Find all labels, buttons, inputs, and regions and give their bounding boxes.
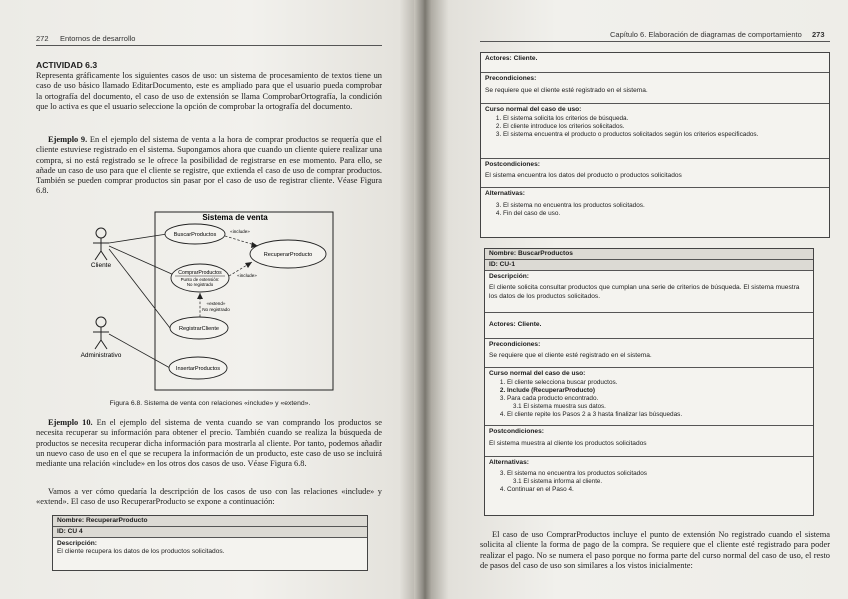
recuperar-desc-row [53, 538, 367, 559]
recuperar-desc-label: Descripción: [57, 540, 97, 547]
t2-alt-step: 4. Continuar en el Paso 4. [507, 486, 809, 494]
t1-pre-row [481, 73, 829, 104]
example10-lead: Ejemplo 10. [48, 418, 93, 427]
example9-block [36, 135, 382, 197]
t1-flow-step: 1. El sistema solicita los criterios de búsqueda. [503, 115, 825, 123]
t2-pre-row [485, 339, 813, 368]
actor-admin-label: Administrativo [80, 352, 122, 359]
t2-flow-step: 1. El cliente selecciona buscar productos. [507, 379, 809, 387]
t2-post: El sistema muestra al cliente los productos solicitados [489, 440, 647, 448]
t2-flow-step [507, 395, 809, 411]
left-page [0, 0, 416, 599]
recuperar-id: ID: CU 4 [57, 528, 83, 535]
book-gutter [414, 0, 434, 599]
associations [109, 234, 174, 368]
system-title: Sistema de venta [202, 213, 268, 222]
t2-alt-row [485, 457, 813, 505]
left-page-number: 272 [36, 34, 49, 43]
example9-lead: Ejemplo 9. [48, 135, 88, 144]
recuperar-table [52, 515, 368, 571]
t1-post: El sistema encuentra los datos del producto o productos solicitados [485, 172, 682, 180]
t2-actors-row [485, 313, 813, 339]
recuperar-id-row [53, 527, 367, 538]
uc-registrar-label: RegistrarCliente [178, 326, 220, 332]
t1-flow-label: Curso normal del caso de uso: [485, 106, 582, 113]
right-header-rule [480, 41, 830, 42]
t2-alt-step [507, 470, 809, 486]
usecase-table-2 [484, 248, 814, 516]
t1-post-label: Postcondiciones: [485, 161, 540, 168]
left-header-rule [36, 45, 382, 46]
uc-recuperar-label: RecuperarProducto [263, 252, 313, 258]
t2-pre: Se requiere que el cliente esté registrado en el sistema. [489, 352, 652, 360]
t2-flow-step: 4. El cliente repite los Pasos 2 a 3 hasta finalizar las búsquedas. [507, 411, 809, 419]
recuperar-desc: El cliente recupera los datos de los productos solicitados. [57, 548, 225, 556]
right-closing-text: El caso de uso ComprarProductos incluye el punto de extensión No registrado cuando el sistema solicita al cliente la forma de pago de la compra. Se requiere que el cliente esté registrado para poder realizar el pago. No se numera el paso porque no forma parte del curso normal del caso de uso, el resto de pasos del caso de uso son similares a los vistos inicialmente: [480, 530, 830, 570]
t1-alt-step: 4. Fin del caso de uso. [503, 210, 825, 218]
t2-post-row [485, 426, 813, 457]
t2-alt-label: Alternativas: [489, 459, 529, 466]
t2-alt-substep: 3.1 El sistema informa al cliente. [513, 478, 603, 486]
recuperar-name-row [53, 516, 367, 527]
recuperar-name: Nombre: RecuperarProducto [57, 517, 148, 524]
t2-flow-step: 2. Include (RecuperarProducto) [507, 387, 809, 395]
t2-flow-list [489, 379, 809, 419]
t1-alt-step: 3. El sistema no encuentra los productos solicitados. [503, 202, 825, 210]
t1-flow-list [485, 115, 825, 139]
use-case-diagram [80, 206, 340, 394]
t1-pre-label: Precondiciones: [485, 75, 537, 82]
actor-cliente [93, 228, 109, 260]
rel-include-1: «include» [230, 229, 250, 234]
t1-flow-step: 3. El sistema encuentra el producto o productos solicitados según los criterios especificados. [503, 131, 825, 139]
t2-desc: El cliente solicita consultar productos que cumplan una serie de criterios de búsqueda. El sistema muestra los datos de los productos solicitados. [489, 284, 800, 300]
t1-actors: Actores: Cliente. [485, 55, 538, 62]
rel-extend-2: No registrado [202, 307, 230, 312]
t2-desc-row [485, 271, 813, 313]
actor-administrativo [93, 317, 109, 349]
t2-alt-list [489, 470, 809, 494]
right-running-head: Capítulo 6. Elaboración de diagramas de comportamiento [610, 30, 802, 39]
t1-alt-row [481, 188, 829, 237]
t1-alt-label: Alternativas: [485, 190, 525, 197]
t2-desc-label: Descripción: [489, 273, 529, 280]
uc-comprar-label: ComprarProductos [178, 270, 222, 276]
t2-flow-row [485, 368, 813, 426]
t2-post-label: Postcondiciones: [489, 428, 544, 435]
activity-block [36, 71, 382, 112]
t1-alt-list [485, 202, 825, 218]
t2-flow-step-text: Para cada producto encontrado. [507, 395, 599, 403]
t1-actors-row [481, 53, 829, 73]
t2-pre-label: Precondiciones: [489, 341, 541, 348]
activity-text: Representa gráficamente los siguientes casos de uso: un sistema de procesamiento de textos tiene un caso de uso básico llamado EditarDocumento, este es ampliado para que el usuario pueda comprobar la ortografía del documento, el caso de uso de extensión se llama ComprobarOrtografía, la condición que lo activa es que el usuario seleccione la opción de comprobar la ortografía del documento. [36, 71, 382, 111]
example9-text: En el ejemplo del sistema de venta a la hora de comprar productos se requería que el cliente estuviese registrado en el sistema. Supongamos ahora que cuando un cliente quiere realizar una compra, si no está registrado se le ofrece la posibilidad de registrarse en ese momento. Para ello, se añade un caso de uso para que el cliente se registre, que extienda el caso de uso de comprar productos. También se pueden comprar productos sin pasar por el caso de uso de registrar cliente. Véase Figura 6.8. [36, 135, 383, 196]
example10-block [36, 418, 382, 469]
t1-flow-step: 2. El cliente introduce los criterios solicitados. [503, 123, 825, 131]
left-running-head: Entornos de desarrollo [60, 34, 136, 43]
t2-id: ID: CU-1 [489, 261, 516, 268]
t2-name: Nombre: BuscarProductos [489, 250, 573, 257]
figure-caption: Figura 6.8. Sistema de venta con relaciones «include» y «extend». [109, 400, 311, 407]
right-closing-block [480, 530, 830, 571]
usecase-table-1 [480, 52, 830, 238]
uc-comprar-ext2: No registrado [186, 282, 214, 287]
t2-alt-step-text: El sistema no encuentra los productos solicitados [507, 470, 647, 478]
activity-title: ACTIVIDAD 6.3 [36, 60, 98, 70]
rel-include-2: «include» [237, 273, 257, 278]
uc-buscar-label: BuscarProductos [173, 232, 217, 238]
right-page-number: 273 [812, 30, 825, 39]
t2-actors: Actores: Cliente. [489, 321, 542, 328]
t1-pre: Se requiere que el cliente esté registrado en el sistema. [485, 87, 648, 95]
actor-cliente-label: Cliente [90, 262, 112, 269]
t2-flow-substep: 3.1 El sistema muestra sus datos. [513, 403, 606, 411]
example10-text: En el ejemplo del sistema de venta cuando se van comprando los productos se necesita recuperar su información para obtener el precio. También cuando se realiza la búsqueda de productos se necesita recuperar dicha información para mostrarla al cliente. Por tanto, podemos añadir un nuevo caso de uso en el que se recupera la información de un producto, este caso de uso se incluirá mediante una relación «include» en los otros dos casos de uso. Véase Figura 6.8. [36, 418, 383, 469]
t2-id-row [485, 260, 813, 271]
t1-post-row [481, 159, 829, 188]
rel-extend-1: «extend» [206, 301, 226, 306]
left-closing-block [36, 487, 382, 508]
uc-comprar-ext1: Punto de extensión: [180, 277, 220, 282]
right-page [432, 0, 848, 599]
t2-name-row [485, 249, 813, 260]
t2-flow-label: Curso normal del caso de uso: [489, 370, 586, 377]
t1-flow-row [481, 104, 829, 159]
left-closing-text: Vamos a ver cómo quedaría la descripción de los casos de uso con las relaciones «include» y «extend». El caso de uso RecuperarProducto se expone a continuación: [36, 487, 382, 507]
uc-insertar-label: InsertarProductos [175, 366, 221, 372]
